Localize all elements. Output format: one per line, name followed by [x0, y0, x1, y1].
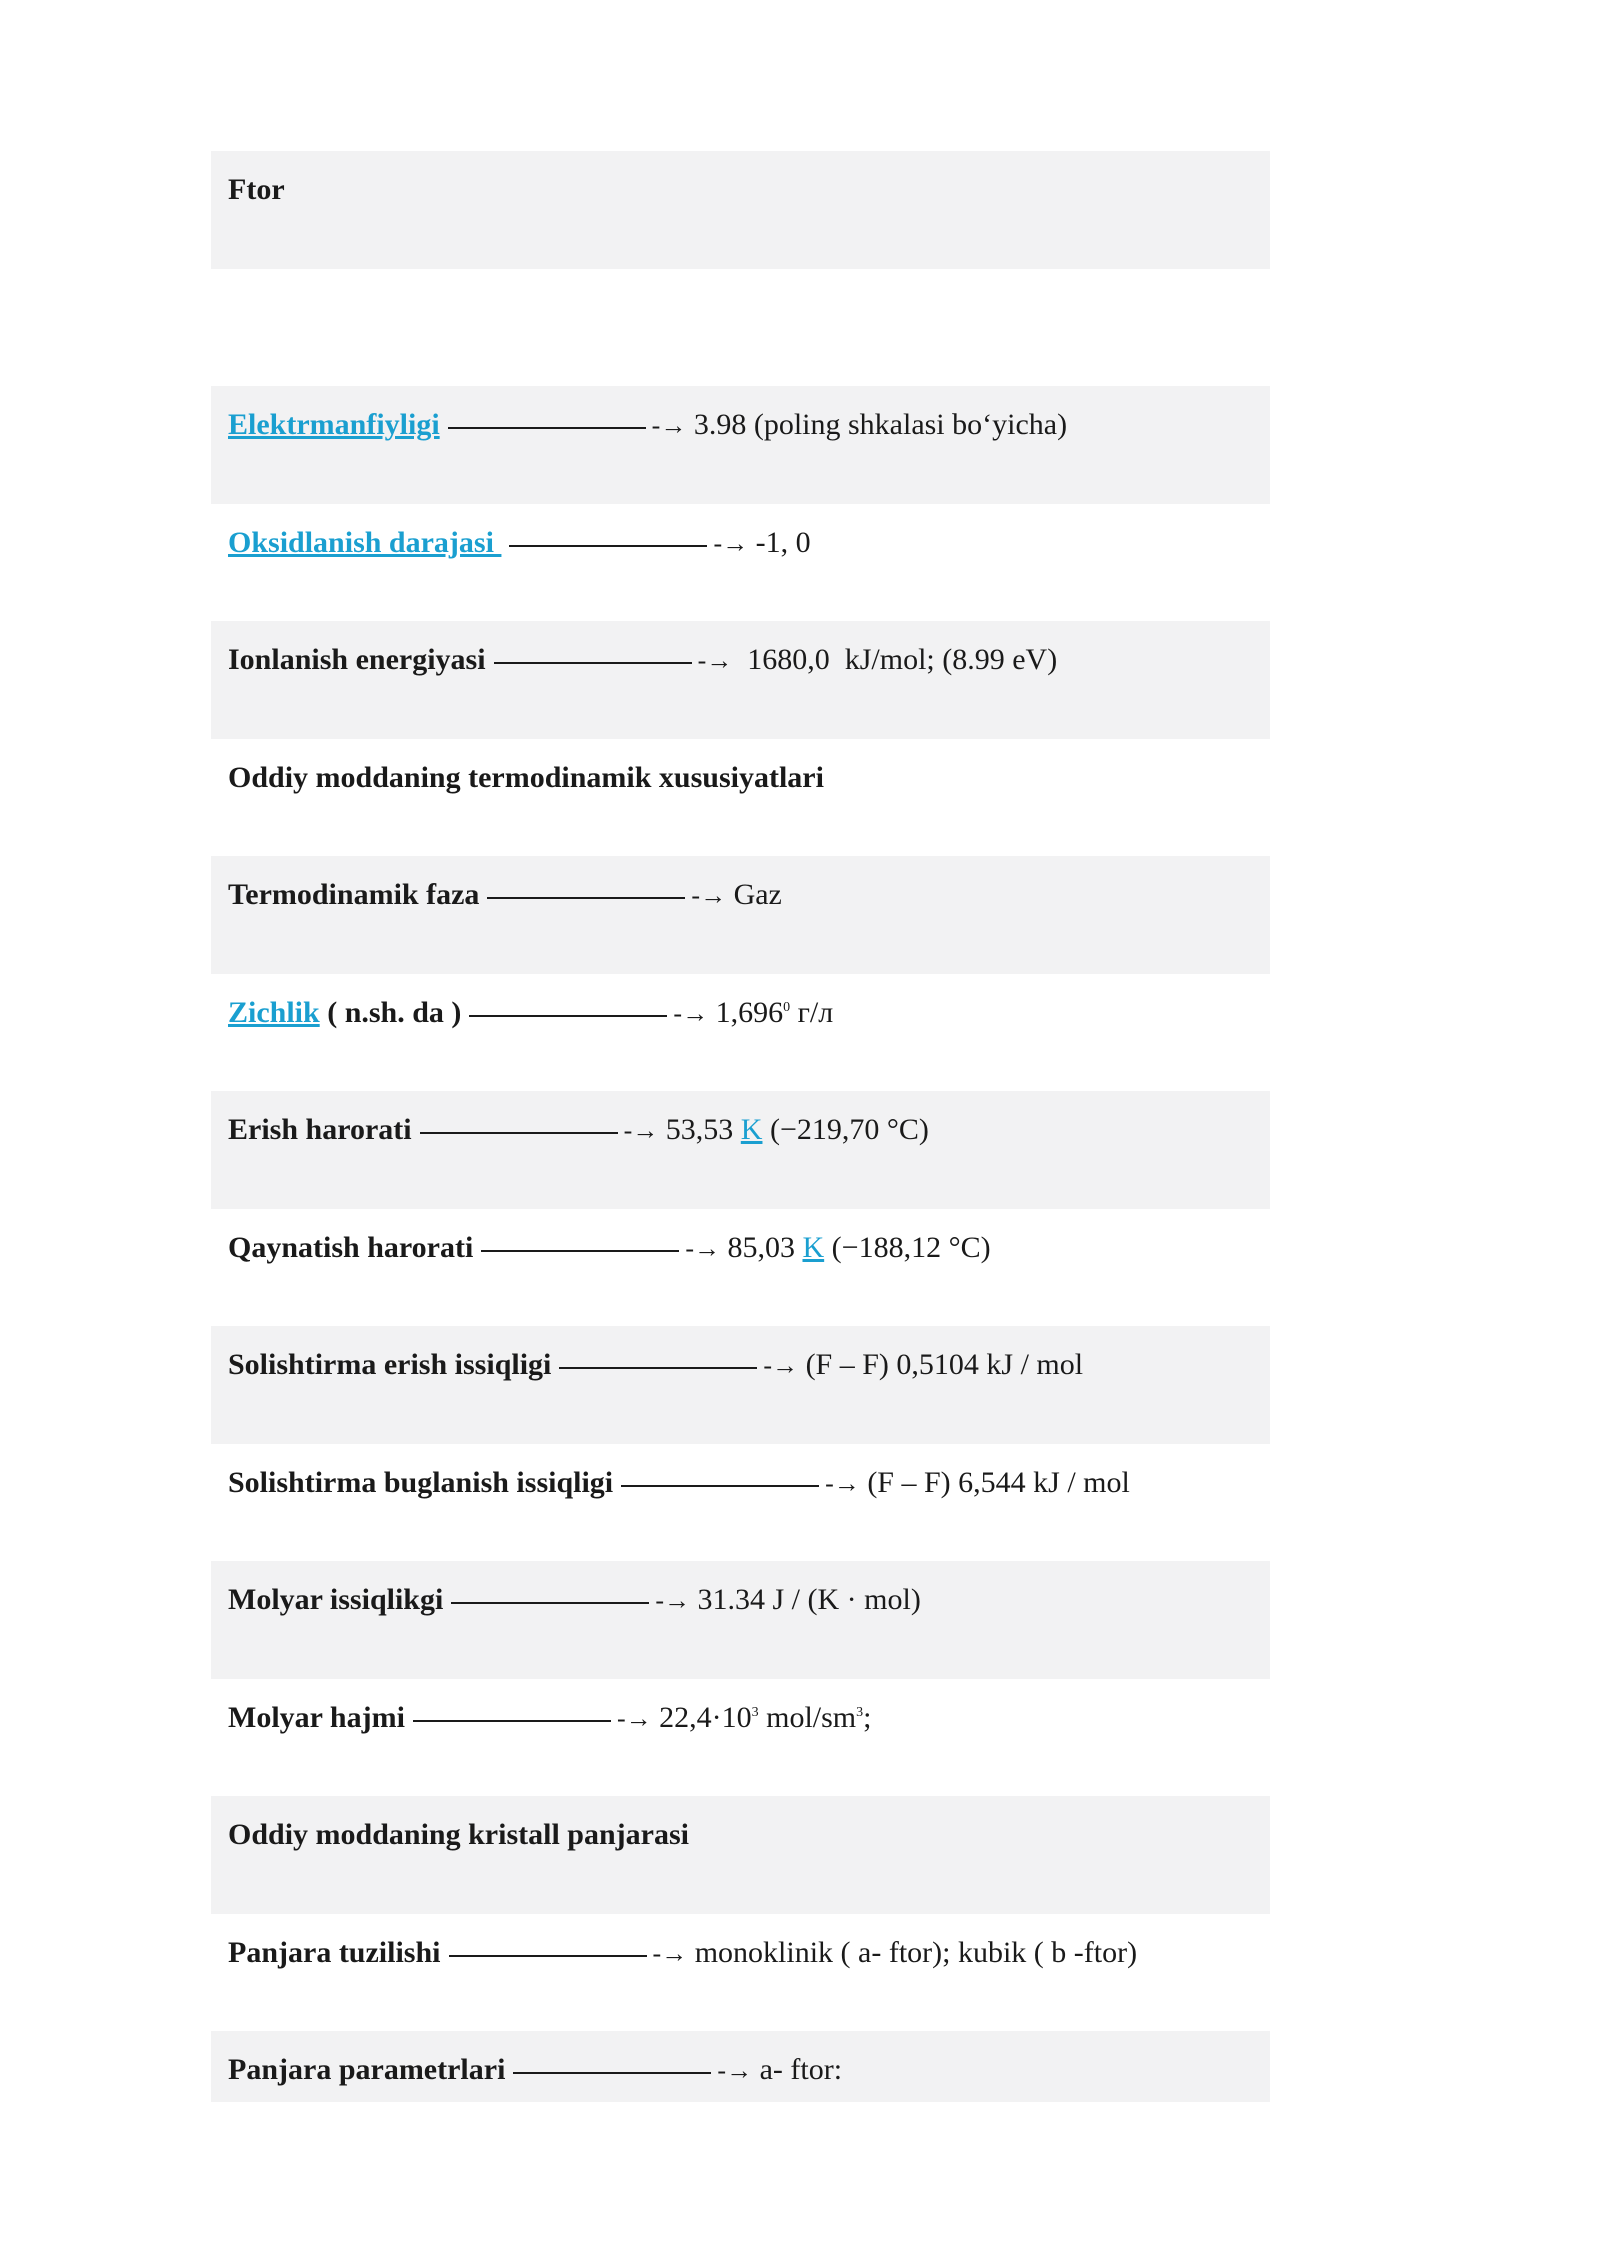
- molar-volume-unit-sup: 3: [856, 1704, 864, 1720]
- density-row: [211, 974, 1270, 1092]
- fusion-heat-label: Solishtirma erish issiqligi: [228, 1348, 552, 1381]
- properties-table: [211, 151, 1270, 2102]
- thermo-heading: Oddiy moddaning termodinamik xususiyatlari: [228, 760, 824, 794]
- ionization-row: [211, 621, 1270, 739]
- melting-label: Erish harorati: [228, 1113, 412, 1146]
- arrow: -→: [623, 1116, 659, 1145]
- element-title: Ftor: [228, 173, 285, 206]
- lattice-structure-value: monoklinik ( a- ftor); kubik ( b -ftor): [694, 1935, 1138, 1969]
- vapor-heat-value: (F – F) 6,544 kJ / mol: [867, 1465, 1130, 1499]
- leader-line: [413, 1720, 611, 1722]
- boiling-celsius: (−188,12 °C): [824, 1230, 991, 1264]
- electronegativity-link[interactable]: Elektrmanfiyligi: [228, 408, 440, 441]
- arrow: -→: [651, 411, 687, 440]
- molar-volume-end: ;: [863, 1700, 872, 1734]
- arrow: -→: [652, 1938, 688, 1968]
- lattice-params-value: a- ftor:: [759, 2053, 843, 2086]
- arrow: -→: [717, 2056, 753, 2085]
- leader-line: [449, 1955, 647, 1957]
- arrow: -→: [825, 1468, 860, 1498]
- ionization-value: 1680,0 kJ/mol; (8.99 eV): [739, 643, 1058, 676]
- density-sup: 0: [783, 999, 791, 1015]
- molar-volume-value: 22,4·10: [659, 1700, 752, 1734]
- arrow: -→: [763, 1351, 799, 1380]
- vapor-heat-row: [211, 1444, 1270, 1562]
- lattice-params-row: [211, 2031, 1270, 2102]
- lattice-params-label: Panjara parametrlari: [228, 2053, 506, 2086]
- leader-line: [509, 545, 707, 547]
- density-link[interactable]: Zichlik: [228, 995, 320, 1029]
- leader-line: [451, 1602, 649, 1604]
- lattice-structure-label: Panjara tuzilishi: [228, 1935, 441, 1969]
- fusion-heat-row: [211, 1326, 1270, 1444]
- electronegativity-value: 3.98 (poling shkalasi bo‘yicha): [693, 408, 1068, 441]
- oxidation-row: [211, 504, 1270, 622]
- molar-heat-value: 31.34 J / (K · mol): [697, 1583, 921, 1616]
- kelvin-link[interactable]: K: [802, 1230, 825, 1264]
- arrow: -→: [685, 1233, 720, 1263]
- leader-line: [494, 662, 692, 664]
- molar-volume-row: [211, 1679, 1270, 1797]
- molar-volume-label: Molyar hajmi: [228, 1700, 405, 1734]
- leader-line: [420, 1132, 618, 1134]
- molar-heat-label: Molyar issiqlikgi: [228, 1583, 444, 1616]
- arrow: -→: [655, 1586, 690, 1615]
- leader-line: [481, 1250, 679, 1252]
- ionization-label: Ionlanish energiyasi: [228, 643, 486, 676]
- arrow: -→: [691, 881, 727, 910]
- phase-value: Gaz: [733, 878, 782, 911]
- melting-celsius: (−219,70 °C): [762, 1113, 929, 1146]
- arrow: -→: [673, 998, 709, 1028]
- boiling-label: Qaynatish harorati: [228, 1230, 474, 1264]
- boiling-value: 85,03: [727, 1230, 803, 1264]
- leader-line: [559, 1367, 757, 1369]
- fusion-heat-value: (F – F) 0,5104 kJ / mol: [805, 1348, 1084, 1381]
- density-unit: г/л: [790, 995, 834, 1029]
- vapor-heat-label: Solishtirma buglanish issiqligi: [228, 1465, 614, 1499]
- melting-value: 53,53: [665, 1113, 741, 1146]
- density-value: 1,696: [715, 995, 784, 1029]
- leader-line: [469, 1015, 667, 1017]
- arrow: -→: [697, 646, 733, 675]
- molar-volume-sup: 3: [751, 1704, 759, 1720]
- molar-heat-row: [211, 1561, 1270, 1679]
- density-label-suffix: ( n.sh. da ): [319, 995, 462, 1029]
- oxidation-value: -1, 0: [755, 525, 811, 559]
- leader-line: [513, 2072, 711, 2074]
- molar-volume-unit: mol/sm: [758, 1700, 857, 1734]
- thermo-heading-row: [211, 739, 1270, 857]
- leader-line: [487, 897, 685, 899]
- oxidation-link[interactable]: Oksidlanish darajasi: [228, 525, 502, 559]
- lattice-structure-row: [211, 1914, 1270, 2032]
- arrow: -→: [713, 528, 749, 558]
- crystal-heading: Oddiy moddaning kristall panjarasi: [228, 1818, 689, 1851]
- electronegativity-row: [211, 386, 1270, 504]
- leader-line: [621, 1485, 819, 1487]
- melting-row: [211, 1091, 1270, 1209]
- boiling-row: [211, 1209, 1270, 1327]
- arrow: -→: [616, 1703, 652, 1733]
- empty-row: [211, 269, 1270, 387]
- title-row: [211, 151, 1270, 269]
- phase-row: [211, 856, 1270, 974]
- kelvin-link[interactable]: K: [740, 1113, 763, 1146]
- phase-label: Termodinamik faza: [228, 878, 480, 911]
- crystal-heading-row: [211, 1796, 1270, 1914]
- leader-line: [448, 427, 646, 429]
